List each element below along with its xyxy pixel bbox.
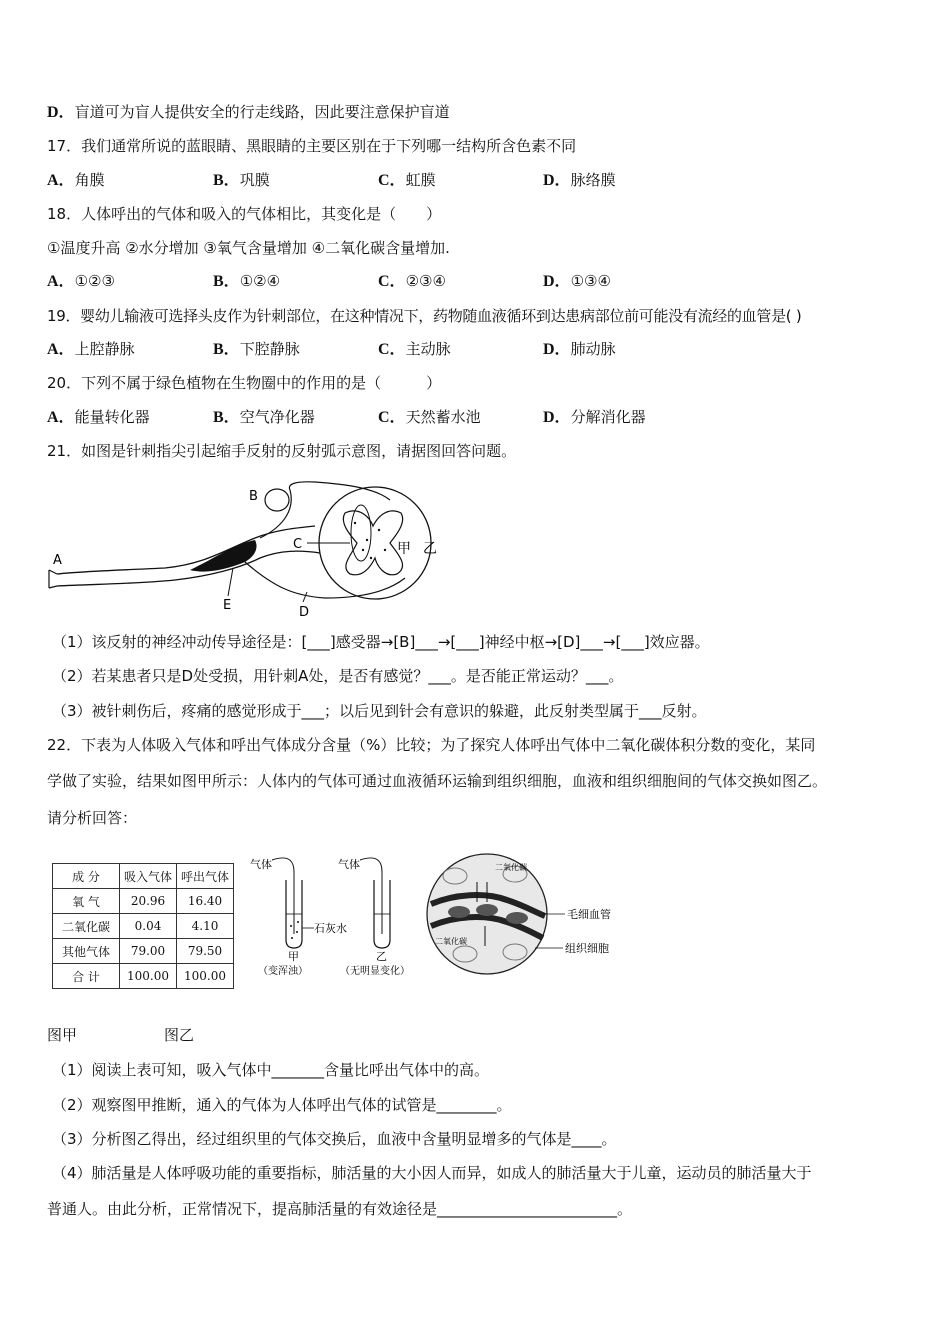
option-letter: B． [213, 341, 240, 358]
label-c: C [293, 537, 303, 552]
q21-sub3: （3）被针刺伤后，疼痛的感觉形成于___；以后见到针会有意识的躲避，此反射类型属于___反射。 [52, 702, 707, 720]
dot [366, 539, 368, 541]
gas-tube-1 [272, 858, 294, 934]
option-text: ①②④ [239, 272, 281, 290]
label-capillary: 毛细血管 [567, 908, 611, 921]
table-cell: 79.00 [120, 939, 177, 964]
dot [370, 557, 372, 559]
label-b: B [249, 489, 258, 504]
q22-sub2: （2）观察图甲推断，通入的气体为人体呼出气体的试管是________。 [52, 1096, 512, 1114]
gas-exchange-figure [425, 852, 650, 977]
q19-stem: 19．婴幼儿输液可选择头皮作为针刺部位，在这种情况下，药物随血液循环到达患病部位前可能没有流经的血管是( ) [47, 307, 802, 325]
table-header-cell: 成 分 [53, 864, 120, 889]
q19-option-b [213, 338, 300, 361]
table-cell: 100.00 [120, 964, 177, 989]
hand [49, 570, 57, 588]
table-row [53, 914, 234, 939]
q18-option-c [378, 270, 446, 293]
q19-option-c [378, 338, 451, 361]
caption-jia: 图甲 [47, 1026, 78, 1044]
table-header-cell: 吸入气体 [120, 864, 177, 889]
option-letter: C． [378, 409, 406, 426]
option-letter: B． [213, 172, 240, 189]
precipitate-dot [291, 937, 293, 939]
option-text: 下腔静脉 [239, 340, 300, 358]
q21-stem: 21．如图是针刺指尖引起缩手反射的反射弧示意图，请据图回答问题。 [47, 442, 517, 460]
q22-sub4-line1: （4）肺活量是人体呼吸功能的重要指标，肺活量的大小因人而异，如成人的肺活量大于儿童，运动员的肺活量大于 [52, 1164, 812, 1182]
label-e: E [223, 598, 232, 613]
option-text: 空气净化器 [239, 408, 315, 426]
q19-option-a [47, 338, 135, 361]
gas-label-2: 气体 [338, 858, 360, 871]
option-letter: D． [543, 273, 571, 290]
q22-stem-line1: 22．下表为人体吸入气体和呼出气体成分含量（%）比较；为了探究人体呼出气体中二氧化碳体积分数的变化，某同 [47, 736, 816, 754]
option-letter: D． [543, 341, 571, 358]
option-text: 分解消化器 [570, 408, 646, 426]
table-cell: 16.40 [177, 889, 234, 914]
option-letter: D． [47, 104, 75, 121]
label-d: D [299, 605, 310, 620]
dot [384, 549, 386, 551]
q21-sub2: （2）若某患者只是D处受损，用针刺A处，是否有感觉？___。是否能正常运动？___。 [52, 667, 624, 685]
q17-option-d [543, 169, 616, 192]
option-text: 上腔静脉 [74, 340, 135, 358]
q18-stem: 18．人体呼出的气体和吸入的气体相比，其变化是（ ） [47, 205, 442, 223]
table-cell: 4.10 [177, 914, 234, 939]
q17-option-c [378, 169, 436, 192]
table-cell: 20.96 [120, 889, 177, 914]
q20-option-d [543, 406, 646, 429]
gas-label-1: 气体 [250, 858, 272, 871]
dot [354, 522, 356, 524]
ganglion-circle [265, 489, 289, 511]
q17-stem: 17．我们通常所说的蓝眼睛、黑眼睛的主要区别在于下列哪一结构所含色素不同 [47, 137, 577, 155]
q16-option-d [47, 101, 450, 124]
option-letter: C． [378, 172, 406, 189]
q21-sub1: （1）该反射的神经冲动传导途径是：[___]感受器→[B]___→[___]神经中枢→[D]___→[___]效应器。 [52, 633, 710, 651]
table-header-row [53, 864, 234, 889]
caption-yi: 图乙 [164, 1026, 195, 1044]
table-cell: 氧 气 [53, 889, 120, 914]
precipitate-dot [297, 921, 299, 923]
label-gas-bottom: 二氧化碳 [435, 937, 467, 946]
q22-sub1: （1）阅读上表可知，吸入气体中_______含量比呼出气体中的高。 [52, 1061, 490, 1079]
option-letter: A． [47, 341, 75, 358]
q22-sub3: （3）分析图乙得出，经过组织里的气体交换后，血液中含量明显增多的气体是____。 [52, 1130, 617, 1148]
option-letter: D． [543, 172, 571, 189]
table-cell: 0.04 [120, 914, 177, 939]
gas-tube-2 [360, 858, 382, 934]
q20-option-b [213, 406, 315, 429]
q18-option-b [213, 270, 280, 293]
q19-options [47, 338, 927, 360]
label-yi: 乙 [423, 541, 437, 557]
option-text: 主动脉 [405, 340, 451, 358]
option-text: ②③④ [405, 272, 446, 290]
q18-option-d [543, 270, 611, 293]
label-gas-top: 二氧化碳 [495, 863, 527, 872]
tube-jia-label: 甲 [288, 950, 299, 963]
option-text: 巩膜 [239, 171, 270, 189]
q20-stem: 20．下列不属于绿色植物在生物圈中的作用的是（ ） [47, 374, 442, 392]
table-cell: 其他气体 [53, 939, 120, 964]
option-text: 盲道可为盲人提供安全的行走线路，因此要注意保护盲道 [74, 103, 450, 121]
option-letter: C． [378, 273, 406, 290]
arm-lower-outline [57, 551, 320, 586]
label-a: A [53, 553, 62, 568]
tube-jia-note: （变浑浊） [258, 966, 308, 977]
q22-sub4-line2: 普通人。由此分析，正常情况下，提高肺活量的有效途径是________________________。 [47, 1200, 633, 1218]
precipitate-dot [296, 931, 298, 933]
table-cell: 100.00 [177, 964, 234, 989]
option-text: 脉络膜 [570, 171, 616, 189]
dot [362, 549, 364, 551]
option-letter: A． [47, 409, 75, 426]
muscle-effector [190, 540, 257, 572]
precipitate-dot [290, 925, 292, 927]
table-row [53, 964, 234, 989]
q22-stem-line2: 学做了实验，结果如图甲所示：人体内的气体可通过血液循环运输到组织细胞，血液和组织细胞间的气体交换如图乙。 [47, 772, 828, 790]
arm-upper-outline [57, 526, 315, 574]
q17-option-b [213, 169, 270, 192]
red-blood-cell [448, 906, 470, 918]
test-tubes-figure [250, 852, 425, 982]
table-row [53, 939, 234, 964]
option-text: 角膜 [74, 171, 105, 189]
tube-yi-note: （无明显变化） [340, 966, 410, 977]
option-letter: A． [47, 273, 75, 290]
option-letter: B． [213, 273, 240, 290]
tube-yi-label: 乙 [376, 950, 387, 963]
q18-options [47, 270, 927, 292]
dot [378, 529, 380, 531]
q17-options [47, 169, 927, 191]
q22-stem-line3: 请分析回答： [47, 809, 138, 827]
option-text: ①②③ [74, 272, 115, 290]
table-cell: 合 计 [53, 964, 120, 989]
option-letter: C． [378, 341, 406, 358]
option-text: ①③④ [570, 272, 611, 290]
option-letter: D． [543, 409, 571, 426]
q20-option-c [378, 406, 481, 429]
q17-option-a [47, 169, 105, 192]
label-jia: 甲 [397, 541, 411, 557]
q18-items: ①温度升高 ②水分增加 ③氧气含量增加 ④二氧化碳含量增加. [47, 239, 450, 257]
option-letter: A． [47, 172, 75, 189]
q18-option-a [47, 270, 115, 293]
q20-options [47, 406, 927, 428]
q19-option-d [543, 338, 616, 361]
table-cell: 二氧化碳 [53, 914, 120, 939]
option-text: 虹膜 [405, 171, 436, 189]
red-blood-cell [506, 912, 528, 924]
label-tissue: 组织细胞 [565, 942, 609, 955]
option-letter: B． [213, 409, 240, 426]
table-row [53, 889, 234, 914]
limewater-label: 石灰水 [314, 922, 347, 935]
leader-e [228, 568, 233, 596]
gas-composition-table [52, 863, 234, 989]
interneuron-loop [351, 505, 371, 561]
table-header-cell: 呼出气体 [177, 864, 234, 889]
red-blood-cell [476, 904, 498, 916]
option-text: 肺动脉 [570, 340, 616, 358]
leader-d [303, 592, 307, 602]
option-text: 天然蓄水池 [405, 408, 481, 426]
table-cell: 79.50 [177, 939, 234, 964]
reflex-arc-figure [45, 478, 485, 623]
option-text: 能量转化器 [74, 408, 150, 426]
q20-option-a [47, 406, 150, 429]
